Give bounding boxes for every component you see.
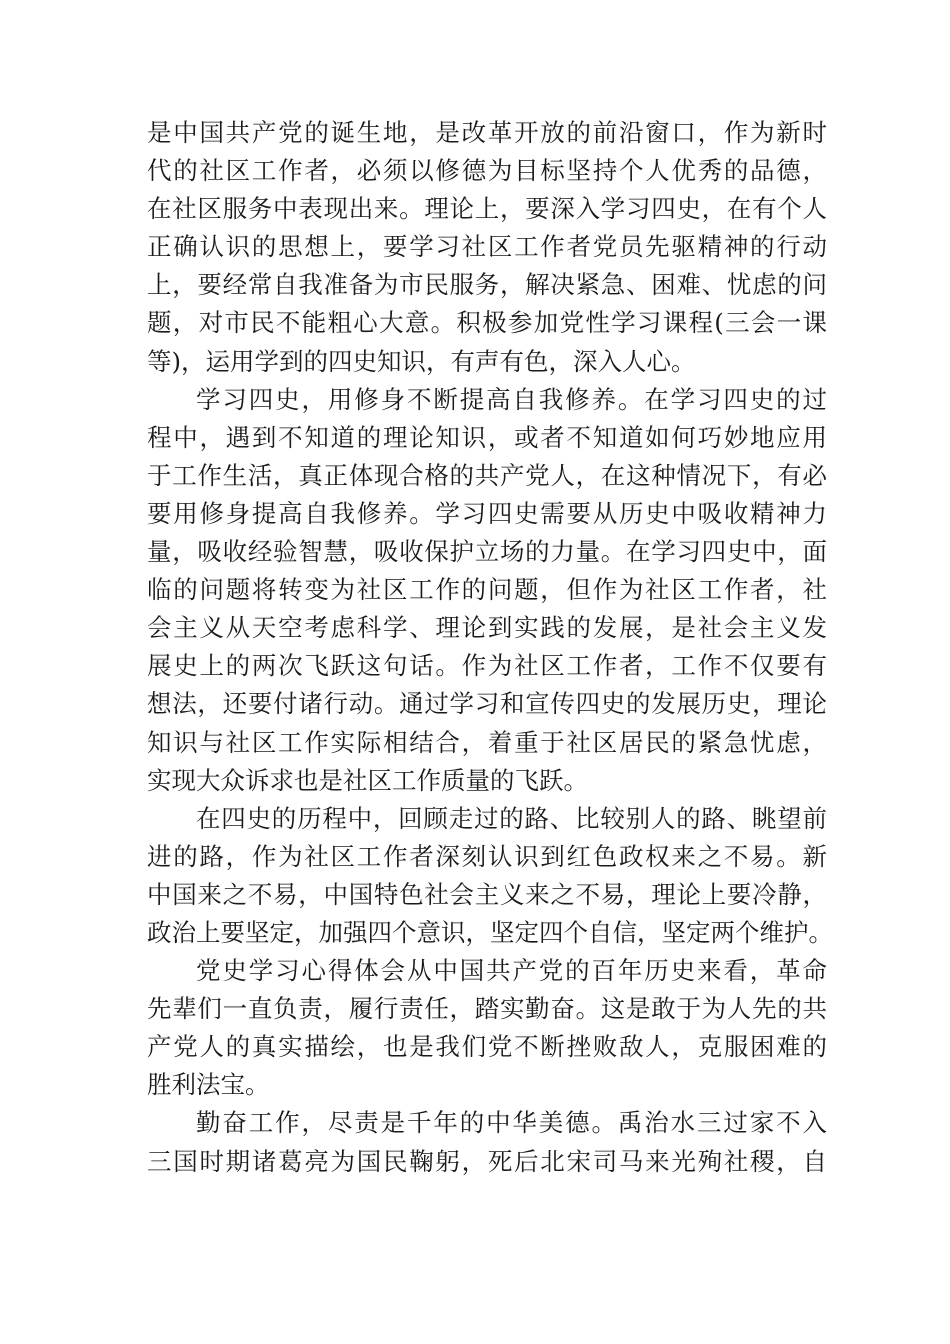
text-line: 在四史的历程中，回顾走过的路、比较别人的路、眺望前 [196, 803, 827, 833]
text-line: 勤奋工作，尽责是千年的中华美德。禹治水三过家不入 [196, 1108, 827, 1138]
text-line: 正确认识的思想上，要学习社区工作者党员先驱精神的行动 [147, 232, 827, 262]
text-line: 党史学习心得体会从中国共产党的百年历史来看，革命 [196, 956, 827, 986]
text-line: 胜利法宝。 [147, 1070, 270, 1100]
text-line: 中国来之不易，中国特色社会主义来之不易，理论上要冷静， [147, 879, 827, 909]
body-text [147, 114, 833, 1181]
text-line: 政治上要坚定，加强四个意识，坚定四个自信，坚定两个维护。 [147, 917, 833, 947]
text-line: 题，对市民不能粗心大意。积极参加党性学习课程(三会一课 [147, 308, 827, 338]
text-line: 等)，运用学到的四史知识，有声有色，深入人心。 [147, 346, 696, 376]
text-line: 想法，还要付诸行动。通过学习和宣传四史的发展历史，理论 [147, 689, 827, 719]
text-line: 会主义从天空考虑科学、理论到实践的发展，是社会主义发 [147, 613, 827, 643]
text-line: 三国时期诸葛亮为国民鞠躬，死后北宋司马来光殉社稷，自 [147, 1146, 827, 1176]
text-line: 是中国共产党的诞生地，是改革开放的前沿窗口，作为新时 [147, 118, 827, 147]
text-line: 临的问题将转变为社区工作的问题，但作为社区工作者，社 [147, 575, 827, 605]
text-line: 上，要经常自我准备为市民服务，解决紧急、困难、忧虑的问 [147, 270, 827, 300]
text-line: 产党人的真实描绘，也是我们党不断挫败敌人，克服困难的 [147, 1032, 827, 1062]
text-line: 量，吸收经验智慧，吸收保护立场的力量。在学习四史中，面 [147, 537, 827, 567]
text-line: 在社区服务中表现出来。理论上，要深入学习四史，在有个人 [147, 194, 827, 224]
text-line: 知识与社区工作实际相结合，着重于社区居民的紧急忧虑， [147, 727, 827, 757]
text-line: 学习四史，用修身不断提高自我修养。在学习四史的过 [196, 384, 827, 414]
text-line: 展史上的两次飞跃这句话。作为社区工作者，工作不仅要有 [147, 651, 827, 681]
text-line: 要用修身提高自我修养。学习四史需要从历史中吸收精神力 [147, 498, 827, 528]
text-line: 程中，遇到不知道的理论知识，或者不知道如何巧妙地应用 [147, 422, 827, 452]
text-line: 进的路，作为社区工作者深刻认识到红色政权来之不易。新 [147, 841, 827, 871]
text-line: 实现大众诉求也是社区工作质量的飞跃。 [147, 765, 588, 795]
text-line: 于工作生活，真正体现合格的共产党人，在这种情况下，有必 [147, 460, 827, 490]
text-line: 先辈们一直负责，履行责任，踏实勤奋。这是敢于为人先的共 [147, 994, 827, 1024]
text-line: 代的社区工作者，必须以修德为目标坚持个人优秀的品德， [147, 156, 827, 186]
